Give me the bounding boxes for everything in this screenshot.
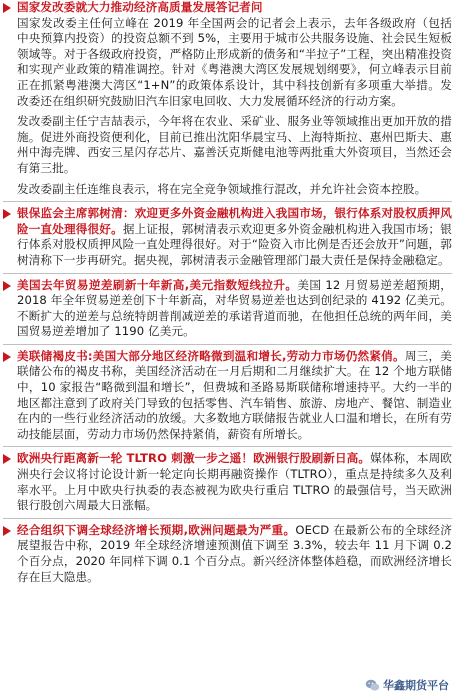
news-paragraph: 国家发改委主任何立峰在 2019 年全国两会的记者会上表示，去年各级政府（包括中央预算内投资）的投资总额不到 5%，主要用于城市公共服务设施、社会民生短板领域等。对于各级政府投资，严格防止形成新的债务和“半拉子”工程，突出精准投资和实现产业政策的精准调控。针对《粤港澳大湾区发展规划纲要》，何立峰表示目前正在抓紧粤港澳大湾区“1+N”的政策体系设计，其中科技创新有多项重大举措。发改委还在组织研究鼓励旧汽车旧家电回收、大力发展循环经济的行动方案。 [17, 15, 452, 108]
news-headline: 美国去年贸易逆差刷新十年新高,美元指数短线拉升。 [17, 277, 298, 292]
news-paragraph: 发改委副主任连维良表示，将在完全竞争领域推行混改，并允许社会资本控股。 [17, 181, 427, 196]
wechat-bubble-icon [365, 678, 380, 693]
red-triangle-bullet-icon [3, 3, 11, 13]
news-item-body [17, 349, 452, 443]
divider [3, 518, 452, 519]
divider [3, 446, 452, 447]
news-paragraph: 美国 12 月贸易逆差超预期，2018 年全年贸易逆差创下十年新高，对华贸易逆差也达到创纪录的 4192 亿美元。不断扩大的逆差与总统特朗普削减逆差的承诺背道而驰，在他担任总统的两年间，美国贸易逆差增加了 1190 亿美元。 [17, 277, 453, 339]
red-triangle-bullet-icon [3, 526, 11, 536]
red-triangle-bullet-icon [3, 209, 11, 219]
news-paragraph: OECD 在最新公布的全球经济展望报告中称，2019 年全球经济增速预测值下调至 3.3%，较去年 11 月下调 0.2 个百分点，2020 年同样下调 0.1 个百分点。新兴经济体整体趋稳，而欧洲经济增长存在巨大隐患。 [17, 522, 452, 584]
news-paragraph: 据上证报，郭树清表示欢迎更多外资金融机构进入我国市场；银行体系对股权质押风险一直处理得很好。对于“险资入市比例是否还会放开”问题，郭树清称下一步再研究。据央视，郭树清表示金融管理部门最大责任是保持金融稳定。 [17, 221, 452, 267]
red-triangle-bullet-icon [3, 281, 11, 291]
red-triangle-bullet-icon [3, 454, 11, 464]
watermark-text: 华鑫期货平台 [383, 679, 449, 692]
news-paragraph: 发改委副主任宁吉喆表示，今年将在农业、采矿业、服务业等领域推出更加开放的措施。促进外商投资便利化，目前已推出沈阳华晨宝马、上海特斯拉、惠州巴斯夫、惠州中海壳牌、西安三星闪存芯片、嘉善沃克斯健电池等两批重大外资项目，当然还会有第三批。 [17, 114, 452, 175]
news-paragraph: 周三，美联储公布的褐皮书称，美国经济活动在一月后期和二月继续扩大。在 12 个地方联储中，10 家报告“略微到温和增长”，但费城和圣路易斯联储称增速持平。大约一半的地区都注意到了政府关门导致的包括零售、汽车销售、旅游、房地产、餐馆、制造业在内的一些行业经济活动的放缓。大多数地方联储报告就业人口温和增长，在所有劳动技能层面，劳动力市场仍然保持紧俏，薪资有所增长。 [17, 348, 452, 441]
news-headline: 美联储褐皮书:美国大部分地区经济略微到温和增长,劳动力市场仍然紧俏。 [17, 348, 405, 363]
news-item-body [17, 523, 452, 585]
watermark [362, 676, 452, 694]
news-item-body [17, 206, 452, 268]
news-paragraph: 媒体称，本周欧洲央行会议将讨论设计新一轮定向长期再融资操作（TLTRO），重点是持续多久及利率水平。上月中欧央行执委的表态被视为欧央行重启 TLTRO 的最强信号，当天欧洲银行股创六周最大日涨幅。 [17, 451, 452, 513]
news-headline: 欧洲央行距离新一轮 TLTRO 刺激一步之遥！欧洲银行股刷新日高。 [17, 451, 371, 466]
news-headline: 银保监会主席郭树清：欢迎更多外资金融机构进入我国市场，银行体系对股权质押风险一直处理得很好。 [17, 206, 452, 236]
news-item-body [17, 278, 452, 340]
divider [3, 201, 452, 202]
news-headline: 国家发改委就大力推动经济高质量发展答记者问 [17, 0, 263, 14]
news-item-cbirc [3, 206, 452, 273]
divider [3, 273, 452, 274]
news-item-body [17, 0, 452, 109]
news-item-ndrc [3, 0, 452, 202]
news-item-beige-book [3, 349, 452, 448]
news-item-us-trade [3, 278, 452, 345]
news-headline: 经合组织下调全球经济增长预期,欧洲问题最为严重。 [17, 522, 296, 537]
red-triangle-bullet-icon [3, 352, 11, 362]
news-item-body [17, 451, 452, 513]
news-item-oecd [3, 523, 452, 585]
divider [3, 344, 452, 345]
news-item-ecb-tltro [3, 451, 452, 518]
